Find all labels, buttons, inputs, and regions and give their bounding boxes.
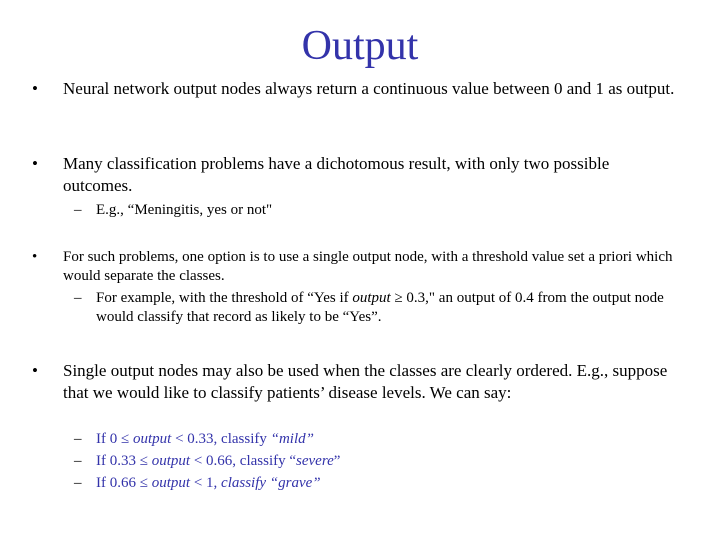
rule-text: [96, 430, 656, 449]
bullet-text: For such problems, one option is to use a single output node, with a threshold value set a priori which would separate the classes.: [63, 249, 673, 284]
bullet-text: Single output nodes may also be used when the classes are clearly ordered. E.g., suppose that we would like to classify patients’ disease levels. We can say:: [63, 361, 668, 402]
rule-text: [96, 452, 656, 471]
bullet-marker: •: [32, 361, 38, 380]
italic-text: classify “grave”: [221, 475, 321, 491]
text-span: ≥ 0.3," an output of 0.4 from the output node would classify that record as likely to be “Yes”.: [96, 290, 664, 325]
dash-marker: –: [74, 453, 82, 469]
bullet-marker: •: [32, 154, 38, 173]
dash-marker: –: [74, 290, 82, 306]
rule-text: [96, 474, 656, 493]
text-span: For example, with the threshold of “Yes if: [96, 290, 353, 306]
sub-bullet-text: [96, 289, 696, 327]
text-span: < 1,: [190, 475, 222, 491]
bullet-text: Neural network output nodes always return a continuous value between 0 and 1 as output.: [63, 79, 675, 98]
dash-marker: –: [74, 202, 82, 218]
text-span: If 0.33 ≤: [96, 453, 152, 469]
text-span: ”: [333, 453, 341, 469]
dash-marker: –: [74, 475, 82, 491]
text-span: If 0.66 ≤: [96, 475, 152, 491]
dash-marker: –: [74, 431, 82, 447]
text-span: < 0.66, classify “: [190, 453, 297, 469]
italic-text: output: [352, 290, 391, 306]
text-span: < 0.33, classify: [171, 431, 271, 447]
bullet-marker: •: [32, 249, 38, 265]
bullet-text: Many classification problems have a dichotomous result, with only two possible outcomes.: [63, 154, 610, 195]
bullet-marker: •: [32, 79, 38, 98]
italic-text: output: [132, 431, 172, 447]
italic-text: output: [151, 453, 191, 469]
sub-bullet-text: E.g., “Meningitis, yes or not": [96, 202, 273, 218]
italic-text: “mild”: [270, 431, 314, 447]
page-title: Output: [301, 23, 419, 69]
text-span: If 0 ≤: [96, 431, 133, 447]
italic-text: output: [151, 475, 191, 491]
italic-text: severe: [296, 453, 334, 469]
